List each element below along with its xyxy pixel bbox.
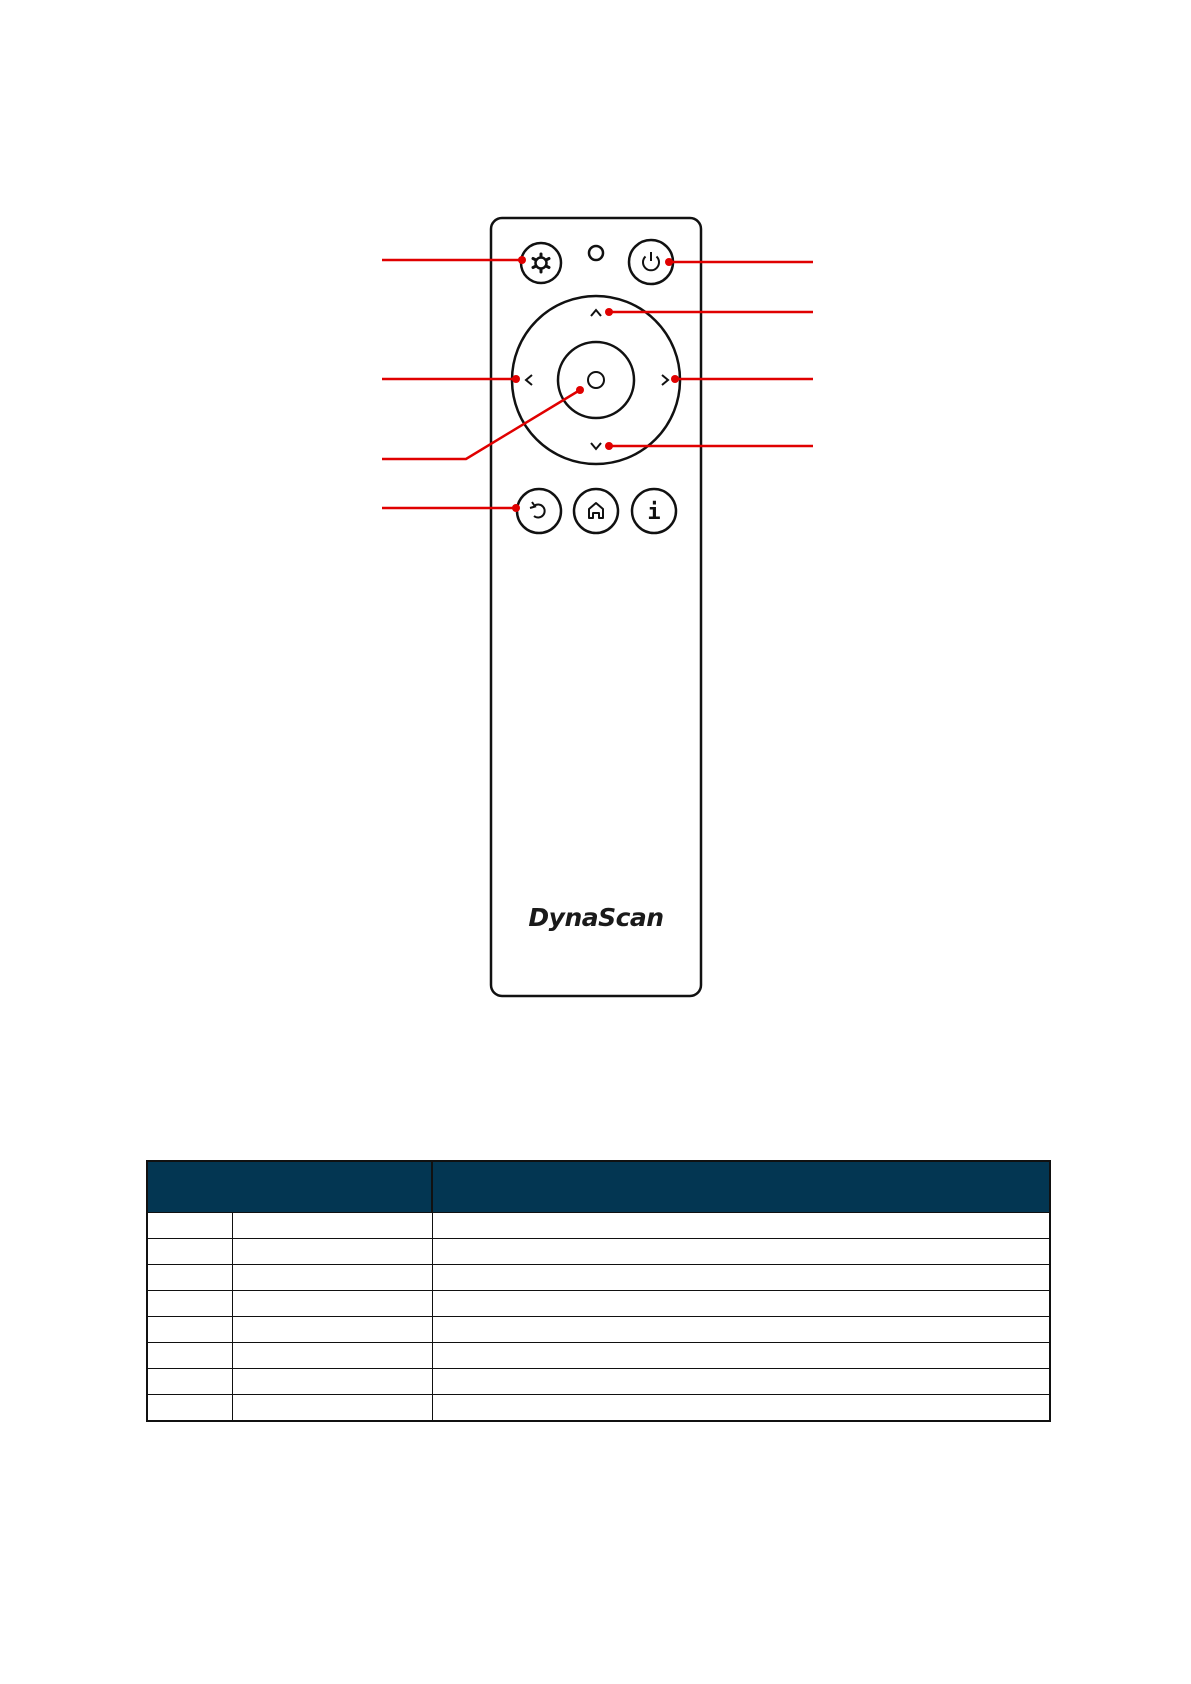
- remote-body: [491, 218, 701, 996]
- row-button-name: [232, 1265, 432, 1291]
- row-description: [432, 1239, 1050, 1265]
- table-row: [147, 1317, 1050, 1343]
- row-number: [147, 1291, 232, 1317]
- row-number: [147, 1239, 232, 1265]
- row-number: [147, 1213, 232, 1239]
- home-button[interactable]: [574, 489, 618, 533]
- table-row: [147, 1369, 1050, 1395]
- row-description: [432, 1265, 1050, 1291]
- chevron-down-icon[interactable]: [591, 443, 601, 449]
- row-description: [432, 1213, 1050, 1239]
- row-number: [147, 1343, 232, 1369]
- row-button-name: [232, 1213, 432, 1239]
- row-description: [432, 1395, 1050, 1422]
- row-button-name: [232, 1317, 432, 1343]
- chevron-right-icon[interactable]: [662, 375, 668, 385]
- table-row: [147, 1213, 1050, 1239]
- table-row: [147, 1395, 1050, 1422]
- chevron-up-icon[interactable]: [591, 310, 601, 316]
- row-number: [147, 1369, 232, 1395]
- info-icon: i: [647, 500, 661, 525]
- button-description-table: [146, 1160, 1051, 1422]
- row-button-name: [232, 1291, 432, 1317]
- settings-button[interactable]: [521, 243, 561, 283]
- table-header-row: [147, 1161, 1050, 1213]
- row-button-name: [232, 1369, 432, 1395]
- table-row: [147, 1239, 1050, 1265]
- ok-button[interactable]: [558, 342, 634, 418]
- back-button[interactable]: [517, 489, 561, 533]
- row-button-name: [232, 1239, 432, 1265]
- row-number: [147, 1317, 232, 1343]
- table-header-button: [147, 1161, 432, 1213]
- row-number: [147, 1395, 232, 1422]
- led-indicator: [589, 246, 603, 260]
- table-header-description: [432, 1161, 1050, 1213]
- row-description: [432, 1317, 1050, 1343]
- callout-line-ok: [382, 390, 580, 459]
- row-number: [147, 1265, 232, 1291]
- chevron-left-icon[interactable]: [526, 375, 532, 385]
- table-row: [147, 1343, 1050, 1369]
- info-button[interactable]: [632, 489, 676, 533]
- row-description: [432, 1343, 1050, 1369]
- brand-logo: DynaScan: [528, 903, 664, 932]
- table-row: [147, 1291, 1050, 1317]
- row-description: [432, 1291, 1050, 1317]
- row-description: [432, 1369, 1050, 1395]
- table-row: [147, 1265, 1050, 1291]
- row-button-name: [232, 1343, 432, 1369]
- row-button-name: [232, 1395, 432, 1422]
